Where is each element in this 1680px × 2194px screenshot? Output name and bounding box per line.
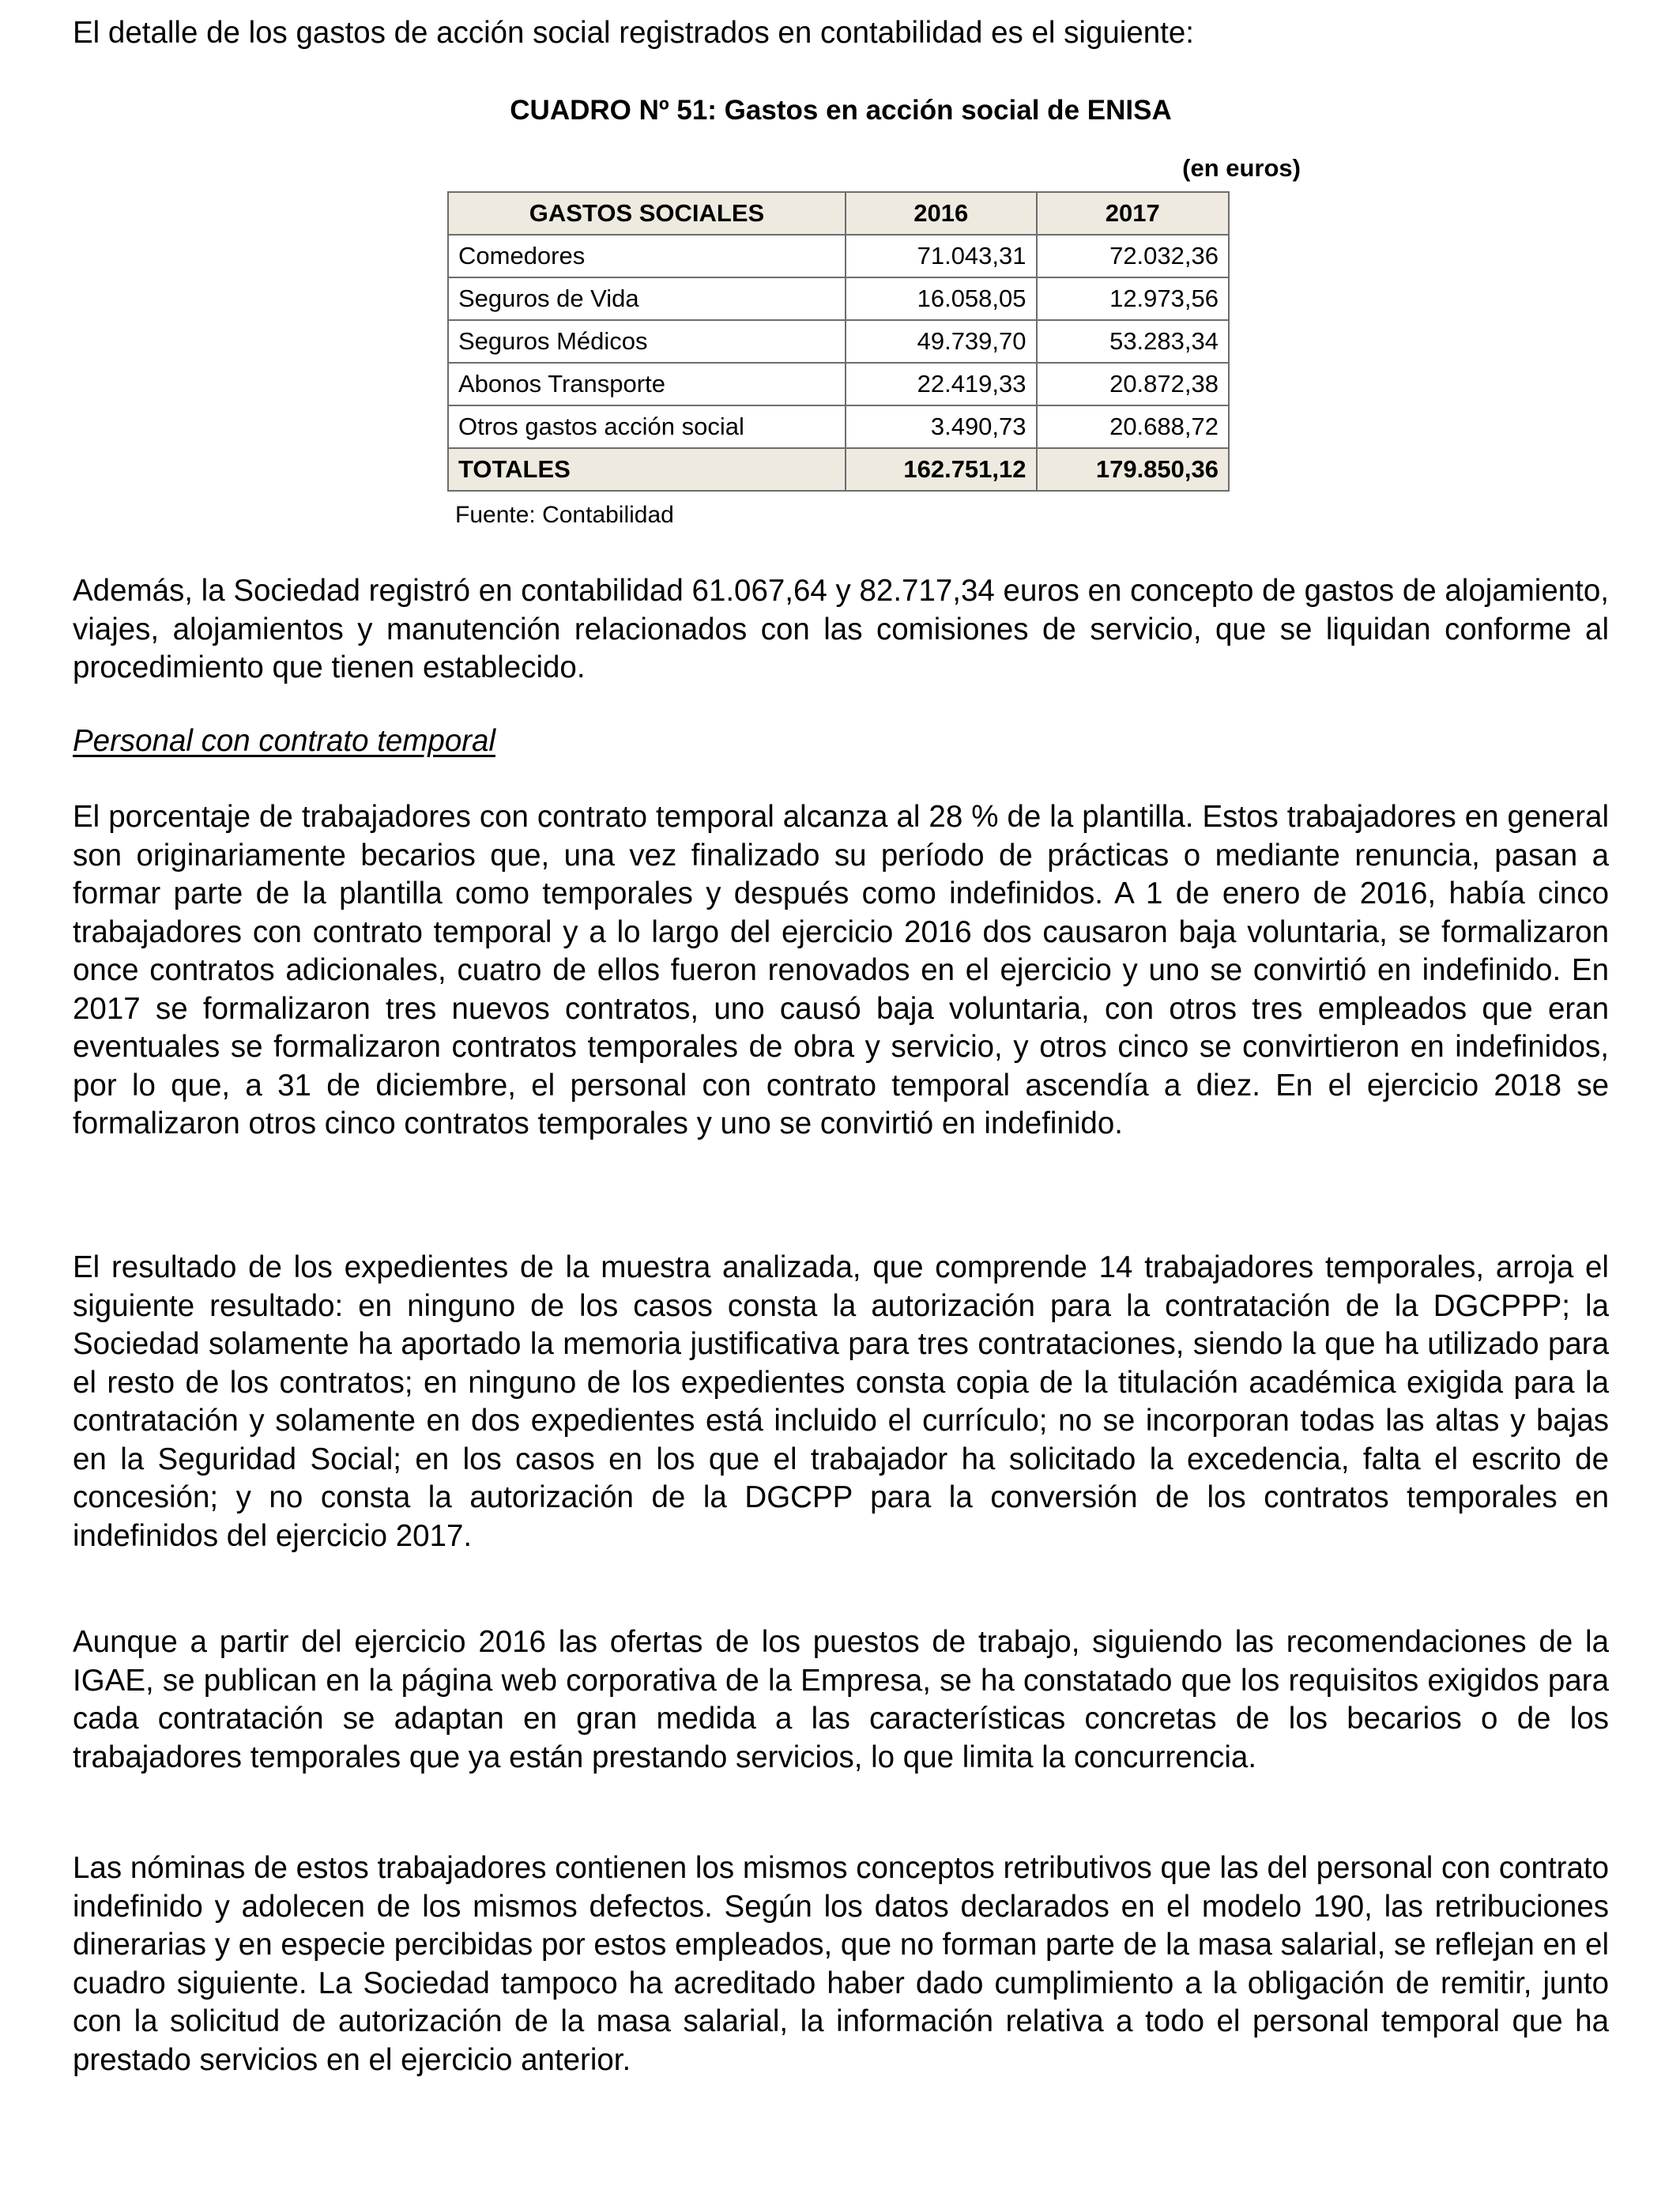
row-value-2017: 20.872,38 xyxy=(1037,363,1229,405)
table-source: Fuente: Contabilidad xyxy=(455,502,674,528)
row-value-2017: 12.973,56 xyxy=(1037,277,1229,320)
table-row xyxy=(448,235,1229,277)
paragraph-job-offers: Aunque a partir del ejercicio 2016 las ofertas de los puestos de trabajo, siguiendo las recomendaciones de la IGAE, se publican en la página web corporativa de la Empresa, se ha constatado que los requisitos exigidos para cada contratación se adaptan en gran medida a las características concretas de los becarios o de los trabajadores temporales que ya están prestando servicios, lo que limita la concurrencia. xyxy=(73,1625,1609,1774)
total-value-2017: 179.850,36 xyxy=(1037,448,1229,491)
table-header-row xyxy=(448,192,1229,235)
table-row xyxy=(448,405,1229,448)
table-total-row xyxy=(448,448,1229,491)
paragraph-temporary-staff: El porcentaje de trabajadores con contrato temporal alcanza al 28 % de la plantilla. Estos trabajadores en general son originariamente becarios que, una vez finalizado su período de prácticas o mediante renuncia, pasan a formar parte de la plantilla como temporales y después como indefinidos. A 1 de enero de 2016, había cinco trabajadores con contrato temporal y a lo largo del ejercicio 2016 dos causaron baja voluntaria, se formalizaron once contratos adicionales, cuatro de ellos fueron renovados en el ejercicio y uno se convirtió en indefinido. En 2017 se formalizaron tres nuevos contratos, uno causó baja voluntaria, con otros tres empleados que eran eventuales se formalizaron contratos temporales de obra y servicio, y otros cinco se convirtieron en indefinidos, por lo que, a 31 de diciembre, el personal con contrato temporal ascendía a diez. En el ejercicio 2018 se formalizaron otros cinco contratos temporales y uno se convirtió en indefinido. xyxy=(73,800,1609,1140)
row-value-2016: 49.739,70 xyxy=(846,320,1036,363)
section-heading: Personal con contrato temporal xyxy=(73,724,496,758)
paragraph-travel-expenses: Además, la Sociedad registró en contabilidad 61.067,64 y 82.717,34 euros en concepto de gastos de alojamiento, viajes, alojamientos y manutención relacionados con las comisiones de servicio, que se liquidan conforme al procedimiento que tienen establecido. xyxy=(73,574,1609,684)
total-value-2016: 162.751,12 xyxy=(846,448,1036,491)
row-value-2017: 72.032,36 xyxy=(1037,235,1229,277)
row-value-2016: 3.490,73 xyxy=(846,405,1036,448)
row-value-2017: 20.688,72 xyxy=(1037,405,1229,448)
paragraph-payroll: Las nóminas de estos trabajadores contienen los mismos conceptos retributivos que las del personal con contrato indefinido y adolecen de los mismos defectos. Según los datos declarados en el modelo 190, las retribuciones dinerarias y en especie percibidas por estos empleados, que no forman parte de la masa salarial, se reflejan en el cuadro siguiente. La Sociedad tampoco ha acreditado haber dado cumplimiento a la obligación de remitir, junto con la solicitud de autorización de la masa salarial, la información relativa a todo el personal temporal que ha prestado servicios en el ejercicio anterior. xyxy=(73,1851,1609,2077)
header-2016: 2016 xyxy=(846,192,1036,235)
row-label: Seguros de Vida xyxy=(448,277,846,320)
row-label: Seguros Médicos xyxy=(448,320,846,363)
table-row xyxy=(448,320,1229,363)
social-expenses-table xyxy=(447,191,1230,492)
table-units: (en euros) xyxy=(1182,154,1301,182)
row-label: Otros gastos acción social xyxy=(448,405,846,448)
header-2017: 2017 xyxy=(1037,192,1229,235)
table-row xyxy=(448,363,1229,405)
row-value-2016: 22.419,33 xyxy=(846,363,1036,405)
row-label: Abonos Transporte xyxy=(448,363,846,405)
header-gastos-sociales: GASTOS SOCIALES xyxy=(448,192,846,235)
intro-paragraph: El detalle de los gastos de acción social registrados en contabilidad es el siguiente: xyxy=(73,16,1194,50)
total-label: TOTALES xyxy=(448,448,846,491)
table-row xyxy=(448,277,1229,320)
row-value-2017: 53.283,34 xyxy=(1037,320,1229,363)
row-value-2016: 16.058,05 xyxy=(846,277,1036,320)
table-caption: CUADRO Nº 51: Gastos en acción social de ENISA xyxy=(510,95,1172,126)
paragraph-sample-results: El resultado de los expedientes de la muestra analizada, que comprende 14 trabajadores temporales, arroja el siguiente resultado: en ninguno de los casos consta la autorización para la contratación de la DGCPPP; la Sociedad solamente ha aportado la memoria justificativa para tres contrataciones, siendo la que ha utilizado para el resto de los contratos; en ninguno de los expedientes consta copia de la titulación académica exigida para la contratación y solamente en dos expedientes está incluido el currículo; no se incorporan todas las altas y bajas en la Seguridad Social; en los casos en los que el trabajador ha solicitado la excedencia, falta el escrito de concesión; y no consta la autorización de la DGCPP para la conversión de los contratos temporales en indefinidos del ejercicio 2017. xyxy=(73,1250,1609,1553)
row-label: Comedores xyxy=(448,235,846,277)
row-value-2016: 71.043,31 xyxy=(846,235,1036,277)
